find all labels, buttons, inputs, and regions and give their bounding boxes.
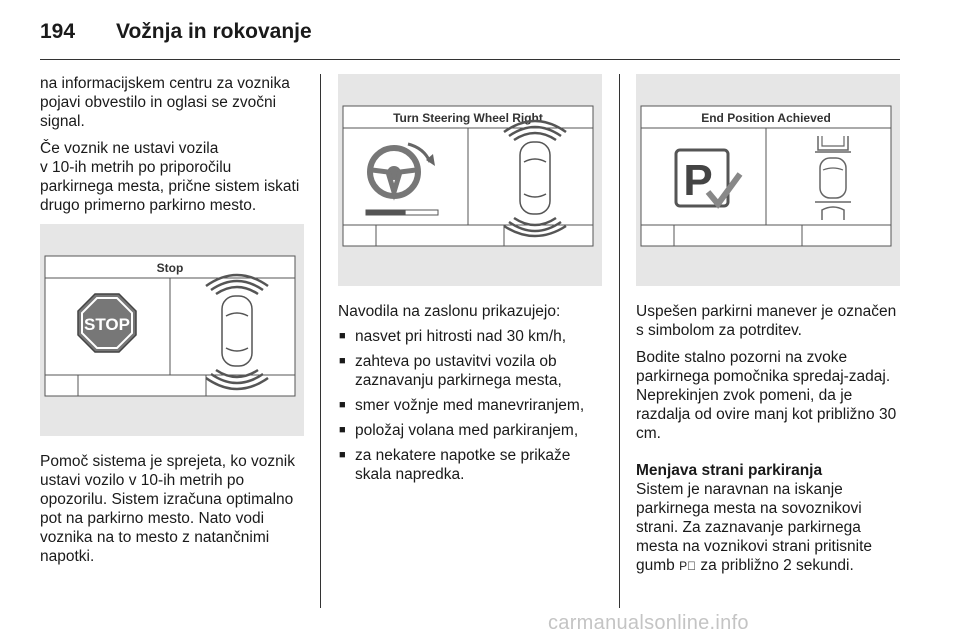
stop-display-illustration bbox=[40, 224, 304, 436]
col1-paragraph-1: na informacijskem centru za voznika pojavi obvestilo in oglasi se zvočni signal. bbox=[40, 75, 290, 130]
end-position-figure-label: End Position Achieved bbox=[701, 111, 831, 125]
col1-p2-line1: Če voznik ne ustavi vozila bbox=[40, 140, 219, 157]
column-1 bbox=[40, 74, 304, 566]
col3-p3-end: za približno 2 sekundi. bbox=[700, 557, 854, 574]
col2-intro: Navodila na zaslonu prikazujejo: bbox=[338, 303, 561, 320]
col3-paragraph-3 bbox=[636, 480, 900, 576]
col3-paragraph-1: Uspešen parkirni manever je označen s simbolom za potrditev. bbox=[636, 303, 897, 339]
stop-sign-text: STOP bbox=[84, 315, 130, 334]
page-title: Vožnja in rokovanje bbox=[116, 20, 312, 43]
column-divider-2 bbox=[619, 74, 620, 608]
col1-paragraph-2 bbox=[40, 139, 304, 215]
col1-p2-line2: v 10-ih metrih po priporočilu bbox=[40, 159, 232, 176]
col1-p2-line3: parkirnega mesta, prične sistem iskati drugo primerno parkirno mesto. bbox=[40, 178, 300, 214]
steering-figure bbox=[338, 74, 602, 286]
parking-p-glyph: P bbox=[683, 156, 713, 205]
column-divider-1 bbox=[320, 74, 321, 608]
page-header bbox=[0, 0, 960, 60]
column-2 bbox=[338, 74, 602, 484]
stop-sign-icon bbox=[78, 294, 136, 352]
stop-figure-label: Stop bbox=[156, 261, 184, 275]
steering-display-illustration bbox=[338, 74, 602, 286]
col1-paragraph-3: Pomoč sistema je sprejeta, ko voznik ustavi vozilo v 10-ih metrih po opozorilu. Sistem izračuna optimalno pot na parkirno mesto. Nato vodi voznika na to mesto z natančnimi napotki. bbox=[40, 453, 295, 565]
col3-paragraph-2: Bodite stalno pozorni na zvoke parkirnega pomočnika spredaj-zadaj. Neprekinjen zvok pomeni, da je razdalja od ovire manj kot približno 30 cm. bbox=[636, 349, 897, 442]
header-divider bbox=[40, 59, 900, 60]
watermark: carmanualsonline.info bbox=[548, 612, 749, 634]
list-item: ■ za nekatere napotke se prikaže skala napredka. bbox=[338, 446, 602, 484]
list-item: ■ nasvet pri hitrosti nad 30 km/h, bbox=[338, 327, 602, 346]
section-subheading: Menjava strani parkiranja bbox=[636, 462, 823, 479]
end-position-figure bbox=[636, 74, 900, 286]
column-3 bbox=[636, 74, 900, 576]
list-item: ■ položaj volana med parkiranjem, bbox=[338, 421, 602, 440]
parking-button-icon: P⃞ bbox=[679, 559, 697, 573]
steering-figure-label: Turn Steering Wheel Right bbox=[393, 111, 543, 125]
instruction-list bbox=[338, 327, 602, 484]
list-item: ■ zahteva po ustavitvi vozila ob zaznavanju parkirnega mesta, bbox=[338, 352, 602, 390]
col3-p3-text: Sistem je naravnan na iskanje parkirnega mesta na sovoznikovi strani. Za zaznavanje parkirnega mesta na voznikovi strani pritisnite gumb bbox=[636, 481, 873, 574]
page-number: 194 bbox=[40, 20, 76, 43]
progress-bar-fill bbox=[366, 210, 406, 215]
end-position-display-illustration bbox=[636, 74, 900, 286]
list-item: ■ smer vožnje med manevriranjem, bbox=[338, 396, 602, 415]
stop-figure bbox=[40, 224, 304, 436]
